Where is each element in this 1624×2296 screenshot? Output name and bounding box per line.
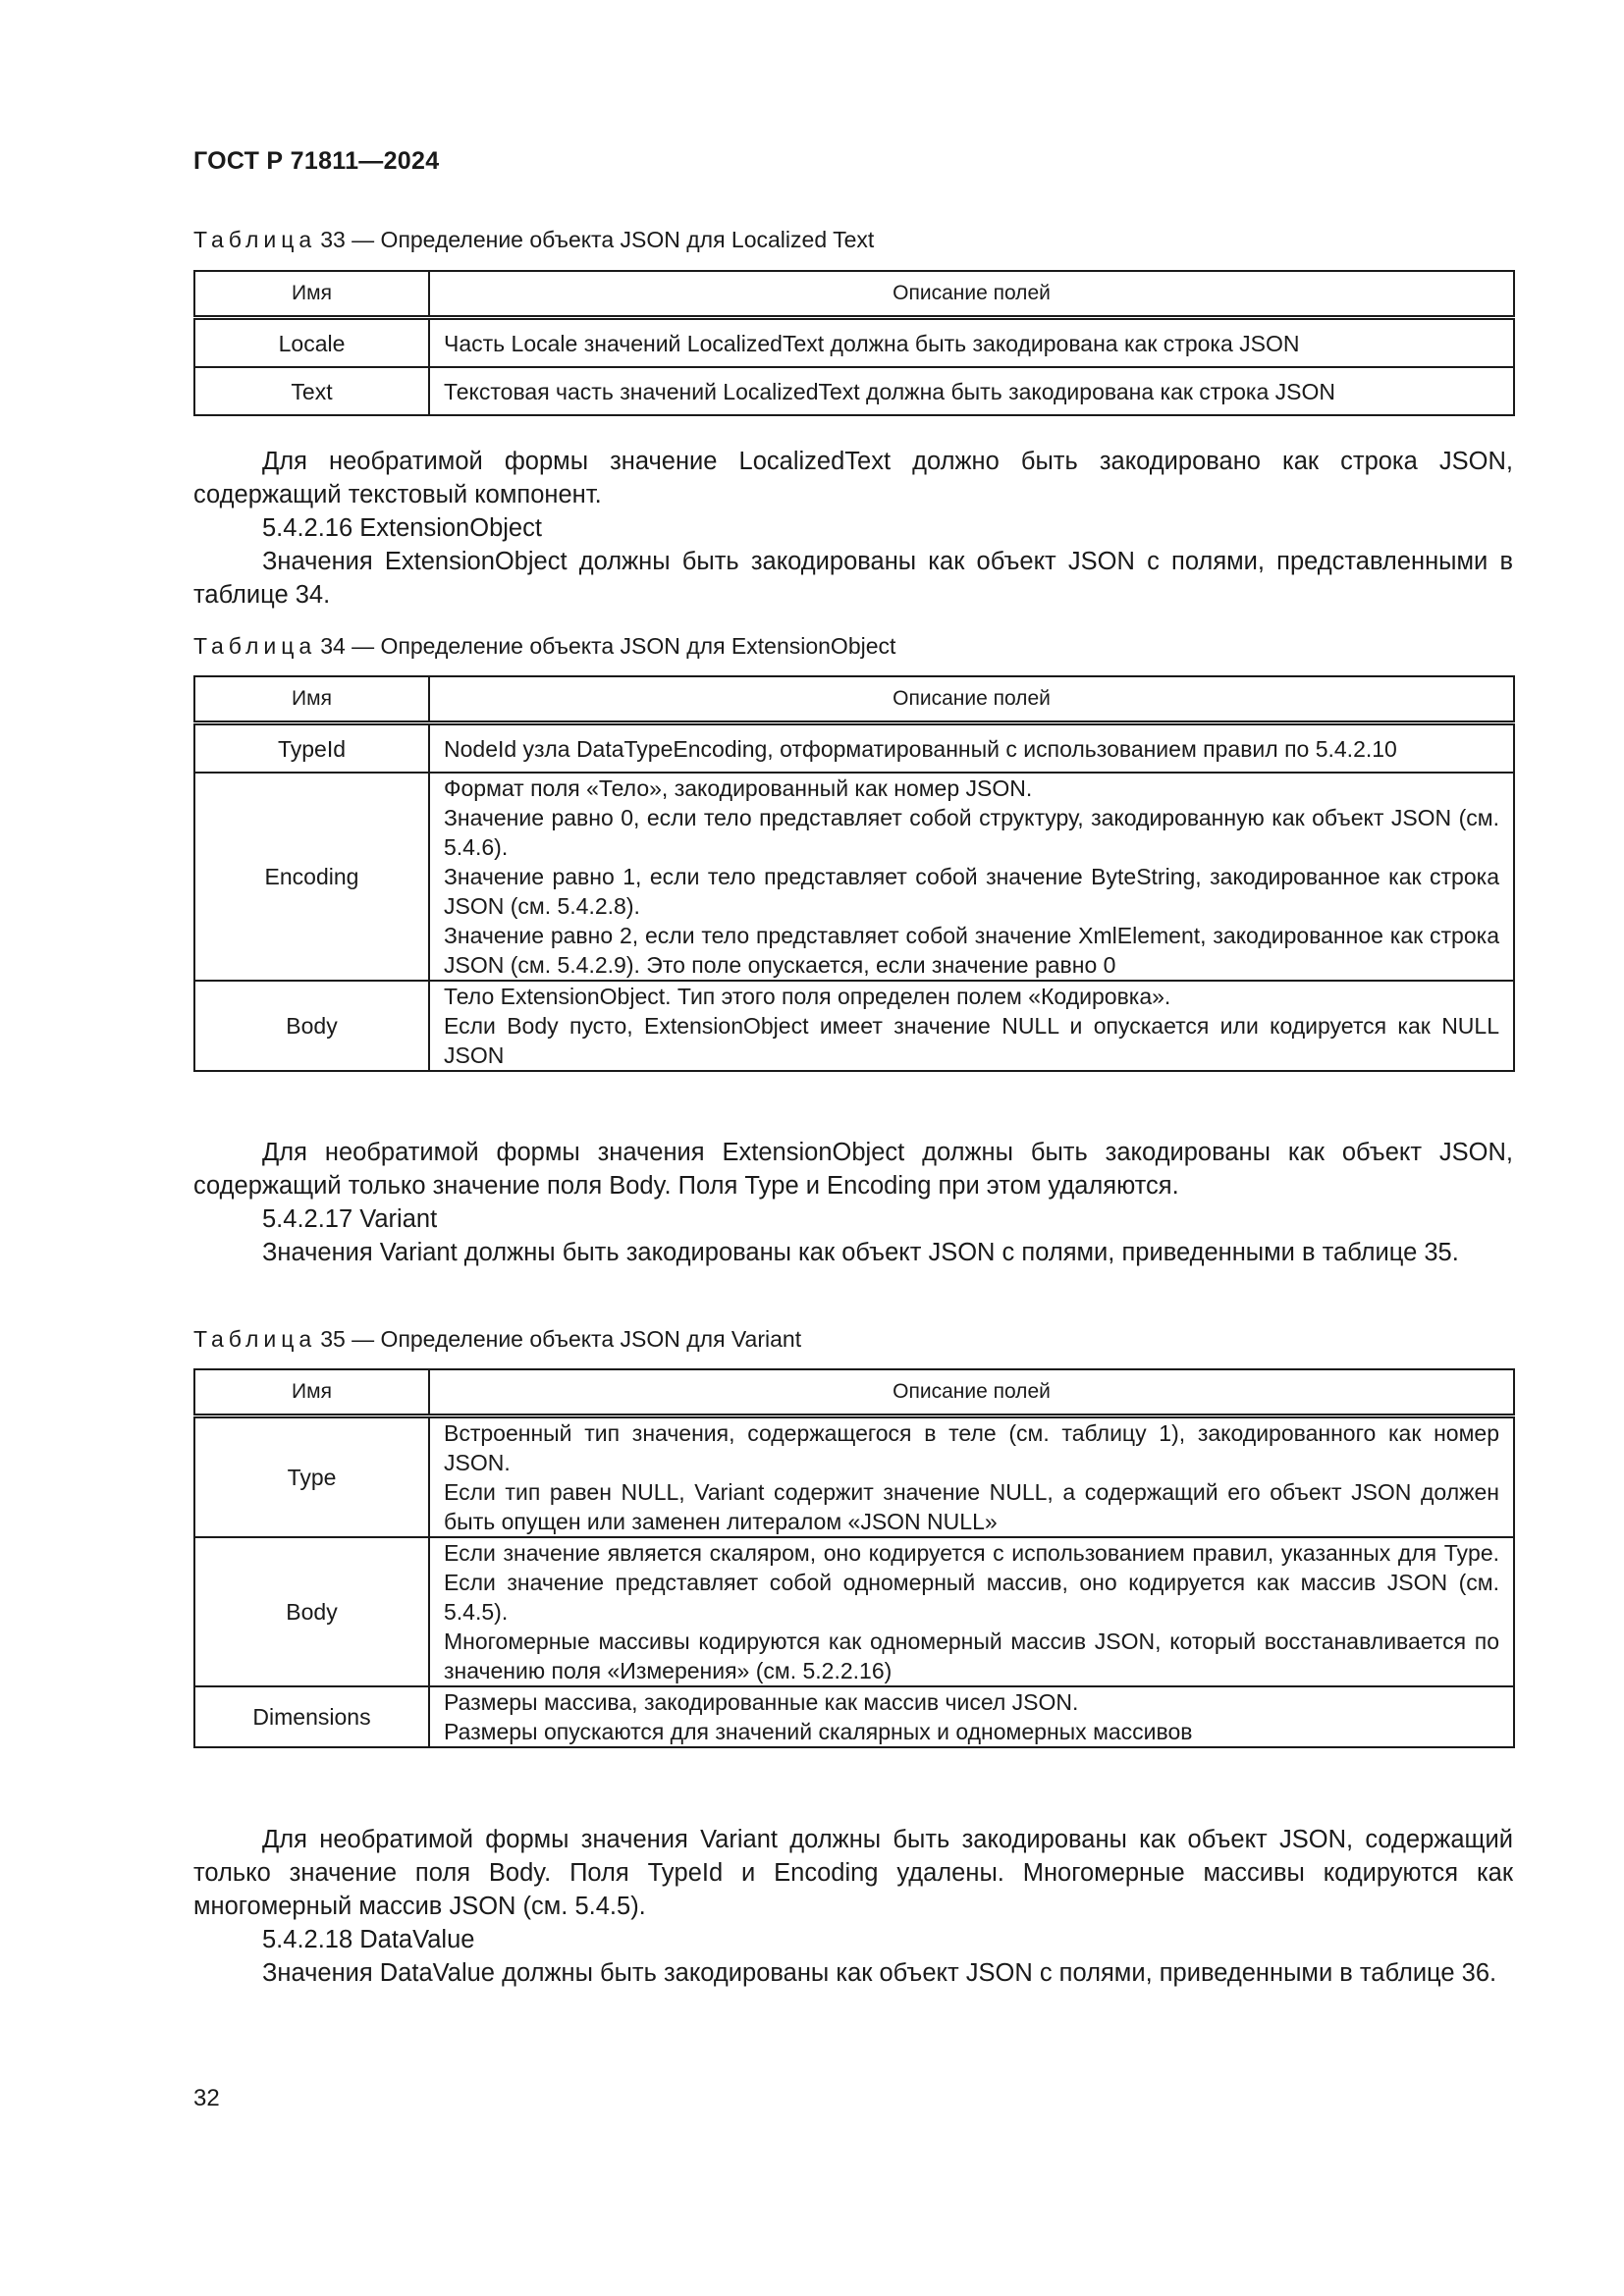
paragraph-block-1 [193, 445, 1513, 612]
table-row [194, 981, 1514, 1071]
field-name-cell: Text [194, 367, 429, 415]
table-34 [193, 675, 1515, 1072]
description-line: Текстовая часть значений LocalizedText должна быть закодирована как строка JSON [444, 378, 1336, 404]
body-paragraph: Для необратимой формы значения ExtensionObject должны быть закодированы как объект JSON, содержащий только значение поля Body. Поля Type и Encoding при этом удаляются. [193, 1139, 1513, 1200]
description-line: Если значение является скаляром, оно кодируется с использованием правил, указанных для Type. Если значение представляет собой одномерный массив, оно кодируется как массив JSON (см. 5.4.5). [444, 1540, 1499, 1625]
table-33-caption-word: Таблица [193, 227, 317, 252]
table-header-row [194, 676, 1514, 723]
field-name-cell: TypeId [194, 723, 429, 774]
table-row [194, 1537, 1514, 1686]
field-description-cell [429, 1537, 1514, 1686]
section-heading: 5.4.2.18 DataValue [262, 1926, 475, 1953]
table-35-caption-word: Таблица [193, 1326, 317, 1352]
table-row [194, 318, 1514, 368]
paragraph-block-3 [193, 1823, 1513, 1990]
field-description-cell [429, 1686, 1514, 1747]
column-header-name: Имя [194, 1369, 429, 1416]
description-line: Если тип равен NULL, Variant содержит значение NULL, а содержащий его объект JSON должен быть опущен или заменен литералом «JSON NULL» [444, 1479, 1499, 1534]
description-line: NodeId узла DataTypeEncoding, отформатированный с использованием правил по 5.4.2.10 [444, 735, 1397, 762]
table-34-caption [193, 631, 895, 661]
body-paragraph: Для необратимой формы значения Variant должны быть закодированы как объект JSON, содержащий только значение поля Body. Поля TypeId и Encoding удалены. Многомерные массивы кодируются как многомерный массив JSON (см. 5.4.5). [193, 1826, 1513, 1920]
field-name-cell: Type [194, 1416, 429, 1538]
column-header-description: Описание полей [429, 1369, 1514, 1416]
body-paragraph: Значения Variant должны быть закодированы как объект JSON с полями, приведенными в таблице 35. [262, 1239, 1459, 1266]
table-33-caption-text: 33 — Определение объекта JSON для Localized Text [320, 227, 875, 252]
table-35 [193, 1368, 1515, 1748]
table-35-caption [193, 1324, 801, 1354]
table-row [194, 367, 1514, 415]
table-33-caption [193, 225, 874, 254]
description-line: Часть Locale значений LocalizedText должна быть закодирована как строка JSON [444, 330, 1300, 356]
column-header-description: Описание полей [429, 271, 1514, 318]
field-description-cell [429, 367, 1514, 415]
section-heading: 5.4.2.16 ExtensionObject [262, 514, 542, 542]
column-header-name: Имя [194, 676, 429, 723]
paragraph-block-2 [193, 1136, 1513, 1269]
field-description-cell [429, 773, 1514, 981]
field-name-cell: Body [194, 1537, 429, 1686]
table-35-caption-text: 35 — Определение объекта JSON для Variant [320, 1326, 802, 1352]
field-description-cell [429, 981, 1514, 1071]
body-paragraph: Для необратимой формы значение LocalizedText должно быть закодировано как строка JSON, содержащий текстовый компонент. [193, 448, 1513, 508]
table-header-row [194, 271, 1514, 318]
section-heading: 5.4.2.17 Variant [262, 1205, 438, 1233]
body-paragraph: Значения DataValue должны быть закодированы как объект JSON с полями, приведенными в таблице 36. [262, 1959, 1497, 1987]
field-name-cell: Body [194, 981, 429, 1071]
field-description-cell [429, 1416, 1514, 1538]
table-34-caption-word: Таблица [193, 633, 317, 659]
field-description-cell [429, 318, 1514, 368]
table-header-row [194, 1369, 1514, 1416]
field-name-cell: Locale [194, 318, 429, 368]
description-line: Встроенный тип значения, содержащегося в теле (см. таблицу 1), закодированного как номер JSON. [444, 1420, 1499, 1475]
description-line: Значение равно 1, если тело представляет собой значение ByteString, закодированное как строка JSON (см. 5.4.2.8). [444, 864, 1499, 919]
table-row [194, 773, 1514, 981]
table-33 [193, 270, 1515, 416]
field-name-cell: Encoding [194, 773, 429, 981]
description-line: Если Body пусто, ExtensionObject имеет значение NULL и опускается или кодируется как NULL JSON [444, 1013, 1499, 1068]
table-row [194, 1686, 1514, 1747]
table-row [194, 1416, 1514, 1538]
description-line: Размеры опускаются для значений скалярных и одномерных массивов [444, 1719, 1193, 1744]
column-header-description: Описание полей [429, 676, 1514, 723]
page-number: 32 [193, 2085, 220, 2111]
description-line: Размеры массива, закодированные как массив чисел JSON. [444, 1689, 1079, 1715]
description-line: Тело ExtensionObject. Тип этого поля определен полем «Кодировка». [444, 984, 1171, 1009]
document-header: ГОСТ Р 71811—2024 [193, 147, 440, 175]
description-line: Многомерные массивы кодируются как одномерный массив JSON, который восстанавливается по значению поля «Измерения» (см. 5.2.2.16) [444, 1629, 1499, 1683]
table-34-caption-text: 34 — Определение объекта JSON для ExtensionObject [320, 633, 896, 659]
description-line: Формат поля «Тело», закодированный как номер JSON. [444, 775, 1033, 801]
field-description-cell [429, 723, 1514, 774]
description-line: Значение равно 2, если тело представляет собой значение XmlElement, закодированное как строка JSON (см. 5.4.2.9). Это поле опускается, если значение равно 0 [444, 923, 1499, 978]
field-name-cell: Dimensions [194, 1686, 429, 1747]
column-header-name: Имя [194, 271, 429, 318]
description-line: Значение равно 0, если тело представляет собой структуру, закодированную как объект JSON (см. 5.4.6). [444, 805, 1499, 860]
table-row [194, 723, 1514, 774]
body-paragraph: Значения ExtensionObject должны быть закодированы как объект JSON с полями, представленными в таблице 34. [193, 548, 1513, 609]
